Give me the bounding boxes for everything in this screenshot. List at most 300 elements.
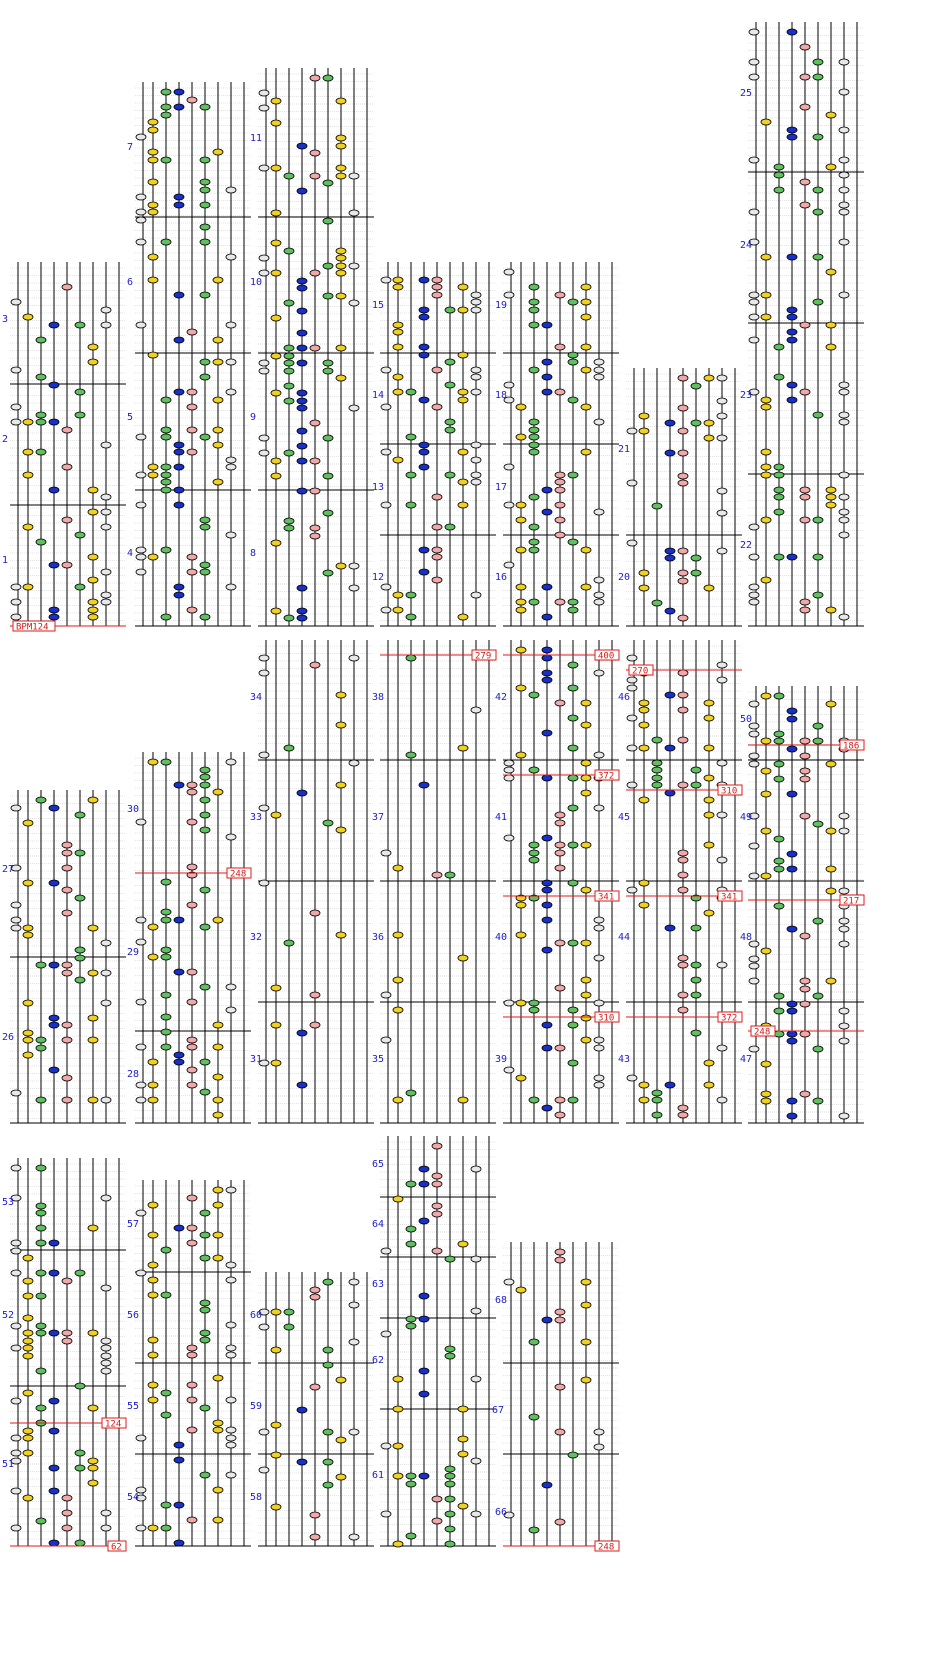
note-white	[839, 614, 849, 620]
note-red	[187, 1352, 197, 1358]
note-white	[136, 134, 146, 140]
measure-number: 52	[2, 1310, 15, 1321]
note-white	[839, 172, 849, 178]
note-white	[381, 850, 391, 856]
chart-column	[127, 1180, 251, 1546]
note-blue	[419, 1166, 429, 1172]
note-green	[161, 1044, 171, 1050]
note-green	[774, 1008, 784, 1014]
note-red	[555, 532, 565, 538]
note-red	[432, 284, 442, 290]
note-white	[471, 479, 481, 485]
note-white	[594, 1037, 604, 1043]
note-green	[529, 299, 539, 305]
note-white	[101, 1097, 111, 1103]
note-blue	[49, 1398, 59, 1404]
note-yellow	[704, 435, 714, 441]
note-red	[800, 986, 810, 992]
measure-number: 53	[2, 1197, 15, 1208]
note-red	[187, 864, 197, 870]
note-green	[323, 435, 333, 441]
note-red	[187, 449, 197, 455]
note-red	[62, 970, 72, 976]
note-yellow	[516, 517, 526, 523]
note-white	[471, 1376, 481, 1382]
note-blue	[297, 188, 307, 194]
note-blue	[787, 1008, 797, 1014]
note-white	[839, 59, 849, 65]
note-red	[678, 615, 688, 621]
note-green	[568, 599, 578, 605]
note-white	[381, 1511, 391, 1517]
note-yellow	[88, 599, 98, 605]
note-yellow	[393, 607, 403, 613]
note-yellow	[826, 828, 836, 834]
note-green	[568, 472, 578, 478]
note-green	[200, 517, 210, 523]
bpm-label: 341	[598, 892, 615, 903]
note-red	[555, 820, 565, 826]
note-red	[62, 887, 72, 893]
note-yellow	[88, 487, 98, 493]
note-yellow	[271, 353, 281, 359]
note-green	[323, 180, 333, 186]
note-red	[62, 562, 72, 568]
note-red	[555, 479, 565, 485]
note-blue	[49, 1465, 59, 1471]
note-green	[652, 503, 662, 509]
note-blue	[297, 458, 307, 464]
note-green	[691, 782, 701, 788]
note-blue	[787, 1038, 797, 1044]
note-white	[11, 1525, 21, 1531]
note-blue	[174, 104, 184, 110]
note-red	[187, 782, 197, 788]
note-yellow	[23, 1345, 33, 1351]
note-red	[800, 322, 810, 328]
chart-column	[618, 368, 742, 626]
measure-number: 55	[127, 1401, 140, 1412]
note-white	[349, 210, 359, 216]
note-yellow	[516, 752, 526, 758]
chart-columns	[2, 22, 864, 1553]
note-red	[800, 517, 810, 523]
note-blue	[542, 359, 552, 365]
note-green	[774, 738, 784, 744]
note-white	[226, 834, 236, 840]
note-red	[310, 1512, 320, 1518]
note-green	[406, 1323, 416, 1329]
note-green	[200, 812, 210, 818]
note-white	[839, 389, 849, 395]
note-white	[349, 655, 359, 661]
note-white	[226, 1345, 236, 1351]
note-yellow	[393, 1541, 403, 1547]
note-green	[323, 360, 333, 366]
note-red	[800, 389, 810, 395]
note-yellow	[23, 1353, 33, 1359]
note-yellow	[761, 693, 771, 699]
note-white	[136, 569, 146, 575]
note-white	[594, 577, 604, 583]
note-white	[259, 1324, 269, 1330]
measure-number: 31	[250, 1054, 263, 1065]
note-red	[678, 405, 688, 411]
note-white	[259, 880, 269, 886]
note-red	[555, 812, 565, 818]
note-blue	[419, 1218, 429, 1224]
note-white	[11, 1323, 21, 1329]
measure-number: 30	[127, 804, 140, 815]
note-white	[381, 1037, 391, 1043]
note-green	[323, 368, 333, 374]
note-red	[555, 940, 565, 946]
note-green	[568, 352, 578, 358]
note-red	[678, 428, 688, 434]
note-yellow	[639, 707, 649, 713]
note-green	[813, 918, 823, 924]
note-blue	[297, 615, 307, 621]
note-green	[691, 977, 701, 983]
note-red	[555, 487, 565, 493]
note-red	[187, 1037, 197, 1043]
measure-number: 1	[2, 555, 9, 566]
note-yellow	[88, 970, 98, 976]
note-green	[161, 1525, 171, 1531]
note-yellow	[148, 554, 158, 560]
note-white	[594, 359, 604, 365]
note-white	[259, 670, 269, 676]
note-green	[529, 449, 539, 455]
note-red	[187, 1397, 197, 1403]
note-yellow	[88, 1458, 98, 1464]
note-white	[594, 1429, 604, 1435]
note-white	[471, 299, 481, 305]
note-white	[349, 173, 359, 179]
note-red	[555, 700, 565, 706]
note-yellow	[148, 954, 158, 960]
note-white	[627, 685, 637, 691]
note-yellow	[761, 397, 771, 403]
note-white	[504, 835, 514, 841]
note-red	[187, 819, 197, 825]
note-blue	[419, 442, 429, 448]
note-yellow	[336, 782, 346, 788]
note-yellow	[88, 1097, 98, 1103]
note-red	[678, 692, 688, 698]
measure-number: 26	[2, 1032, 15, 1043]
note-red	[310, 458, 320, 464]
note-white	[226, 254, 236, 260]
note-yellow	[148, 1097, 158, 1103]
note-yellow	[271, 240, 281, 246]
note-yellow	[213, 149, 223, 155]
note-yellow	[581, 404, 591, 410]
note-yellow	[148, 352, 158, 358]
note-red	[555, 1429, 565, 1435]
note-blue	[665, 450, 675, 456]
note-yellow	[458, 479, 468, 485]
note-yellow	[213, 427, 223, 433]
measure-number: 32	[250, 932, 263, 943]
note-yellow	[88, 614, 98, 620]
note-yellow	[761, 314, 771, 320]
note-white	[381, 449, 391, 455]
note-blue	[542, 947, 552, 953]
note-yellow	[581, 842, 591, 848]
note-green	[691, 420, 701, 426]
note-green	[568, 745, 578, 751]
note-white	[839, 494, 849, 500]
measure-number: 19	[495, 300, 508, 311]
chart-column	[740, 686, 864, 1123]
note-green	[284, 450, 294, 456]
note-white	[717, 548, 727, 554]
note-green	[75, 389, 85, 395]
note-red	[432, 1248, 442, 1254]
measure-number: 18	[495, 390, 508, 401]
note-white	[627, 745, 637, 751]
measure-number: 41	[495, 812, 508, 823]
note-red	[555, 517, 565, 523]
note-green	[161, 104, 171, 110]
note-yellow	[704, 797, 714, 803]
note-white	[136, 1525, 146, 1531]
note-yellow	[393, 977, 403, 983]
note-green	[568, 1022, 578, 1028]
note-red	[310, 1294, 320, 1300]
note-white	[749, 584, 759, 590]
note-blue	[419, 449, 429, 455]
note-red	[310, 1384, 320, 1390]
note-yellow	[23, 1338, 33, 1344]
note-yellow	[826, 607, 836, 613]
note-red	[678, 570, 688, 576]
note-green	[161, 1014, 171, 1020]
note-yellow	[271, 985, 281, 991]
note-green	[75, 895, 85, 901]
note-yellow	[271, 1022, 281, 1028]
note-blue	[49, 805, 59, 811]
note-yellow	[393, 1097, 403, 1103]
note-green	[406, 1481, 416, 1487]
measure-number: 6	[127, 277, 134, 288]
note-white	[749, 701, 759, 707]
note-yellow	[761, 791, 771, 797]
note-white	[11, 917, 21, 923]
note-green	[200, 524, 210, 530]
note-red	[62, 464, 72, 470]
note-red	[800, 813, 810, 819]
note-white	[11, 1270, 21, 1276]
note-red	[678, 375, 688, 381]
note-blue	[787, 866, 797, 872]
note-red	[678, 850, 688, 856]
note-yellow	[213, 1044, 223, 1050]
note-yellow	[826, 866, 836, 872]
note-yellow	[581, 547, 591, 553]
note-white	[381, 502, 391, 508]
note-blue	[49, 1330, 59, 1336]
note-green	[200, 797, 210, 803]
note-yellow	[581, 722, 591, 728]
note-yellow	[213, 1375, 223, 1381]
note-yellow	[148, 1202, 158, 1208]
note-yellow	[761, 472, 771, 478]
note-white	[11, 1090, 21, 1096]
note-yellow	[761, 292, 771, 298]
note-red	[678, 1105, 688, 1111]
note-green	[813, 254, 823, 260]
note-green	[284, 248, 294, 254]
note-yellow	[148, 759, 158, 765]
note-yellow	[88, 1015, 98, 1021]
note-red	[555, 1257, 565, 1263]
note-yellow	[516, 685, 526, 691]
note-white	[839, 157, 849, 163]
note-blue	[297, 308, 307, 314]
note-green	[529, 434, 539, 440]
note-blue	[297, 360, 307, 366]
note-blue	[297, 345, 307, 351]
note-green	[75, 584, 85, 590]
note-red	[62, 1495, 72, 1501]
note-blue	[542, 322, 552, 328]
note-blue	[174, 389, 184, 395]
note-green	[568, 299, 578, 305]
note-green	[200, 767, 210, 773]
note-white	[226, 457, 236, 463]
note-yellow	[826, 487, 836, 493]
note-red	[62, 427, 72, 433]
note-yellow	[336, 375, 346, 381]
measure-number: 47	[740, 1054, 753, 1065]
bpm-label: 372	[598, 771, 615, 782]
note-yellow	[393, 1443, 403, 1449]
note-green	[75, 947, 85, 953]
note-yellow	[761, 948, 771, 954]
chart-column	[250, 68, 374, 626]
note-white	[717, 677, 727, 683]
note-blue	[174, 449, 184, 455]
note-blue	[787, 851, 797, 857]
note-yellow	[271, 120, 281, 126]
note-blue	[297, 285, 307, 291]
note-yellow	[393, 329, 403, 335]
note-green	[323, 473, 333, 479]
note-yellow	[23, 1278, 33, 1284]
note-white	[594, 509, 604, 515]
note-blue	[419, 1181, 429, 1187]
note-white	[136, 239, 146, 245]
note-blue	[542, 677, 552, 683]
note-blue	[419, 1391, 429, 1397]
note-green	[529, 857, 539, 863]
note-yellow	[148, 254, 158, 260]
note-yellow	[148, 1082, 158, 1088]
note-green	[652, 760, 662, 766]
note-blue	[787, 1098, 797, 1104]
note-white	[226, 1277, 236, 1283]
note-white	[136, 554, 146, 560]
note-green	[200, 782, 210, 788]
chart-column	[495, 640, 619, 1123]
note-red	[555, 1309, 565, 1315]
note-blue	[174, 969, 184, 975]
note-blue	[297, 608, 307, 614]
note-yellow	[271, 608, 281, 614]
note-green	[323, 1459, 333, 1465]
note-blue	[542, 835, 552, 841]
note-green	[813, 1046, 823, 1052]
chart-column	[2, 790, 126, 1123]
note-yellow	[213, 789, 223, 795]
measure-number: 66	[495, 1507, 508, 1518]
note-yellow	[458, 397, 468, 403]
note-green	[200, 1405, 210, 1411]
note-yellow	[88, 1405, 98, 1411]
note-white	[349, 405, 359, 411]
note-white	[259, 450, 269, 456]
note-white	[471, 389, 481, 395]
note-green	[161, 89, 171, 95]
note-white	[627, 655, 637, 661]
note-green	[691, 767, 701, 773]
note-white	[259, 90, 269, 96]
note-white	[101, 599, 111, 605]
note-yellow	[88, 797, 98, 803]
note-red	[310, 75, 320, 81]
note-green	[529, 539, 539, 545]
measure-number: 27	[2, 864, 15, 875]
note-yellow	[23, 1293, 33, 1299]
note-green	[406, 752, 416, 758]
note-green	[161, 427, 171, 433]
note-yellow	[213, 442, 223, 448]
note-yellow	[271, 812, 281, 818]
note-green	[323, 1362, 333, 1368]
note-white	[259, 270, 269, 276]
measure-number: 39	[495, 1054, 508, 1065]
note-blue	[542, 655, 552, 661]
note-white	[749, 978, 759, 984]
measure-number: 57	[127, 1219, 140, 1230]
note-yellow	[581, 940, 591, 946]
note-green	[529, 1097, 539, 1103]
measure-number: 5	[127, 412, 134, 423]
note-red	[187, 1082, 197, 1088]
note-green	[813, 299, 823, 305]
measure-number: 35	[372, 1054, 385, 1065]
note-yellow	[516, 1287, 526, 1293]
note-blue	[174, 502, 184, 508]
note-green	[161, 547, 171, 553]
measure-number: 46	[618, 692, 631, 703]
note-yellow	[148, 1382, 158, 1388]
note-green	[161, 1247, 171, 1253]
note-white	[226, 1007, 236, 1013]
note-green	[161, 614, 171, 620]
measure-number: 62	[372, 1355, 385, 1366]
note-yellow	[271, 1422, 281, 1428]
note-green	[774, 554, 784, 560]
note-blue	[49, 322, 59, 328]
note-yellow	[88, 359, 98, 365]
note-green	[445, 1473, 455, 1479]
note-white	[136, 999, 146, 1005]
note-white	[349, 760, 359, 766]
note-white	[11, 1345, 21, 1351]
